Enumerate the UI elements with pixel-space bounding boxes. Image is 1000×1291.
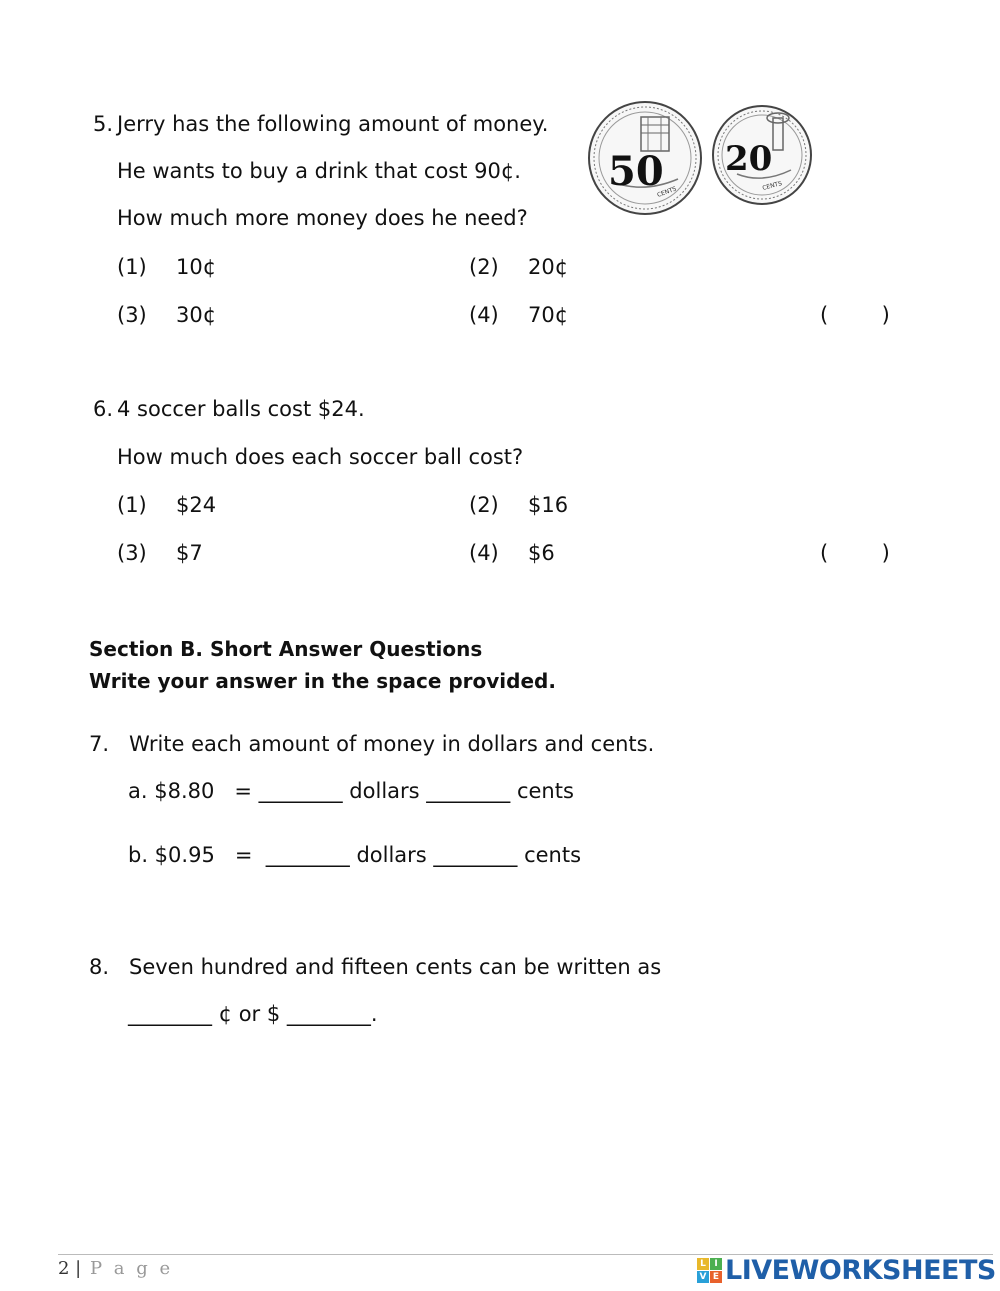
logo-tile-i: I bbox=[710, 1258, 722, 1270]
q7-prompt: Write each amount of money in dollars and cents. bbox=[129, 732, 655, 756]
q6-option4-val: $6 bbox=[528, 541, 555, 565]
logo-tile-e: E bbox=[710, 1271, 722, 1283]
q5-answer-bracket[interactable]: ( ) bbox=[820, 303, 890, 327]
q5-coin2-value: 20 bbox=[725, 139, 773, 179]
page-label: P a g e bbox=[81, 1258, 174, 1279]
q5-coin2-unit: CENTS bbox=[761, 180, 783, 192]
q5-line2: He wants to buy a drink that cost 90¢. bbox=[117, 159, 521, 183]
q6-option2-val: $16 bbox=[528, 493, 569, 517]
section-b-instruction: Write your answer in the space provided. bbox=[89, 669, 556, 693]
q6-line2: How much does each soccer ball cost? bbox=[117, 445, 524, 469]
q7-part-a[interactable]: a. $8.80 = ________ dollars ________ cents bbox=[128, 779, 574, 803]
q5-option3-num: (3) bbox=[117, 303, 147, 327]
q5-number: 5. bbox=[93, 112, 114, 136]
q5-line1: Jerry has the following amount of money. bbox=[117, 112, 549, 136]
q5-option1-val: 10¢ bbox=[176, 255, 217, 279]
q7-number: 7. bbox=[89, 732, 110, 756]
q6-answer-bracket[interactable]: ( ) bbox=[820, 541, 890, 565]
logo-grid-icon bbox=[697, 1258, 722, 1283]
q5-option2-num: (2) bbox=[469, 255, 499, 279]
q6-option4-num: (4) bbox=[469, 541, 499, 565]
q5-option4-val: 70¢ bbox=[528, 303, 569, 327]
section-b-title: Section B. Short Answer Questions bbox=[89, 637, 483, 661]
q5-option3-val: 30¢ bbox=[176, 303, 217, 327]
logo-tile-v: V bbox=[697, 1271, 709, 1283]
logo-tile-l: L bbox=[697, 1258, 709, 1270]
q6-line1: 4 soccer balls cost $24. bbox=[117, 397, 365, 421]
fifty-cent-coin-icon bbox=[586, 99, 704, 221]
q5-option1-num: (1) bbox=[117, 255, 147, 279]
q6-number: 6. bbox=[93, 397, 114, 421]
q5-coin1-value: 50 bbox=[608, 148, 664, 195]
q7-part-b[interactable]: b. $0.95 = ________ dollars ________ cents bbox=[128, 843, 582, 867]
brand-name: LIVEWORKSHEETS bbox=[725, 1254, 996, 1286]
q6-option2-num: (2) bbox=[469, 493, 499, 517]
q8-prompt: Seven hundred and fifteen cents can be written as bbox=[129, 955, 662, 979]
page-number-value: 2 | bbox=[58, 1258, 82, 1279]
q6-option1-val: $24 bbox=[176, 493, 217, 517]
q5-line3: How much more money does he need? bbox=[117, 206, 528, 230]
q5-option4-num: (4) bbox=[469, 303, 499, 327]
twenty-cent-coin-icon bbox=[711, 104, 813, 210]
q5-coin1-unit: CENTS bbox=[656, 185, 678, 199]
q5-option2-val: 20¢ bbox=[528, 255, 569, 279]
q8-answer-line[interactable]: ________ ¢ or $ ________. bbox=[128, 1002, 378, 1026]
liveworksheets-logo[interactable] bbox=[697, 1252, 996, 1288]
q6-option3-num: (3) bbox=[117, 541, 147, 565]
q8-number: 8. bbox=[89, 955, 110, 979]
q6-option3-val: $7 bbox=[176, 541, 203, 565]
page-number bbox=[58, 1258, 173, 1279]
q6-option1-num: (1) bbox=[117, 493, 147, 517]
